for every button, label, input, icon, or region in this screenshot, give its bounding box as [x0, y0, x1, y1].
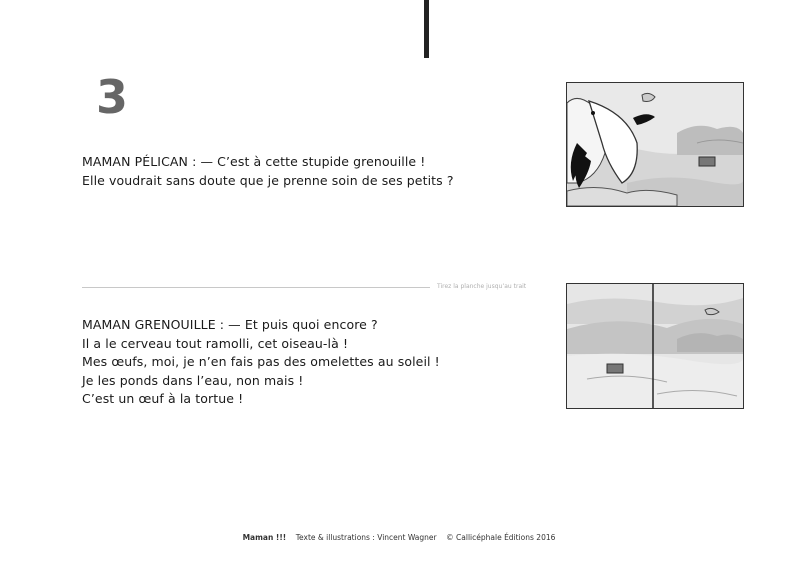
dialogue-line: MAMAN PÉLICAN : — C’est à cette stupide grenouille !	[82, 154, 426, 169]
cut-guide-text: Tirez la planche jusqu’au trait	[437, 283, 527, 290]
footer-credits: Texte & illustrations : Vincent Wagner	[295, 533, 437, 542]
dialogue-line: Il a le cerveau tout ramolli, cet oiseau-là !	[82, 335, 349, 351]
page-number: 3	[96, 70, 129, 124]
cut-guide-line	[82, 287, 430, 288]
pelican-dialogue	[82, 153, 454, 190]
top-divider-bar	[424, 0, 429, 58]
pelican-illustration	[566, 82, 744, 207]
dialogue-line: Je les ponds dans l’eau, non mais !	[82, 372, 304, 388]
pond-illustration	[566, 283, 744, 409]
dialogue-line: Elle voudrait sans doute que je prenne soin de ses petits ?	[82, 172, 454, 188]
frog-dialogue	[82, 316, 440, 409]
dialogue-line: MAMAN GRENOUILLE : — Et puis quoi encore ?	[82, 317, 378, 332]
footer-copyright: © Callicéphale Éditions 2016	[446, 533, 556, 542]
dialogue-line: Mes œufs, moi, je n’en fais pas des omelettes au soleil !	[82, 354, 440, 369]
footer-book-title: Maman !!!	[242, 533, 287, 542]
dialogue-line: C’est un œuf à la tortue !	[82, 391, 244, 406]
page-footer	[0, 533, 798, 542]
